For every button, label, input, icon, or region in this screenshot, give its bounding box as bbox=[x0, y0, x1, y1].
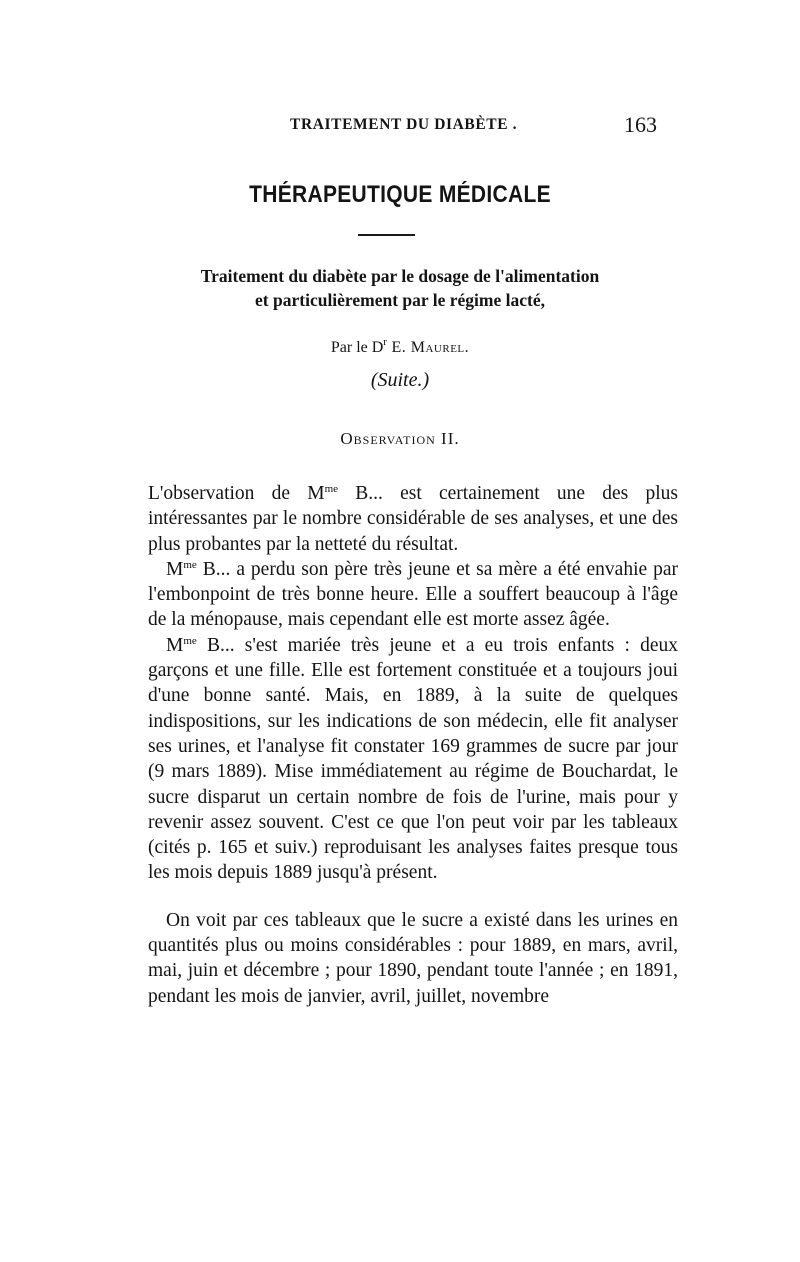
section-title: THÉRAPEUTIQUE MÉDICALE bbox=[249, 181, 551, 208]
running-head: TRAITEMENT DU DIABÈTE . bbox=[290, 116, 518, 133]
paragraph-2 bbox=[148, 557, 678, 633]
article-title-line-2: et particulièrement par le régime lacté, bbox=[255, 290, 545, 310]
paragraph-1-superscript: me bbox=[324, 483, 339, 495]
paragraph-3-superscript: me bbox=[183, 634, 197, 647]
paragraph-3-lead: M bbox=[166, 634, 184, 656]
paragraph-3 bbox=[148, 633, 678, 886]
article-title bbox=[0, 264, 800, 312]
paragraph-1 bbox=[148, 481, 678, 557]
paragraph-2-superscript: me bbox=[183, 558, 197, 571]
paragraph-2-lead: M bbox=[166, 558, 184, 580]
paragraph-4 bbox=[148, 908, 678, 1009]
paragraph-1-lead: L'observation de M bbox=[148, 483, 325, 504]
continuation-note: (Suite.) bbox=[370, 369, 430, 391]
byline bbox=[0, 336, 800, 357]
paragraph-3-text: B... s'est mariée très jeune et a eu trois enfants : deux garçons et une fille. Elle est fortement constituée et a toujours joui d'une bonne santé. Mais, en 1889, à la suite de quelques indispositions, sur les indications de son médecin, elle fit analyser ses urines, et l'analyse fit constater 169 grammes de sucre par jour (9 mars 1889). Mise immédiatement au régime de Bouchardat, le sucre disparut un certain nombre de fois de l'urine, mais pour y revenir assez souvent. C'est ce que l'on peut voir par les tableaux (cités p. 165 et suiv.) reproduisant les analyses faites presque tous les mois depuis 1889 jusqu'à présent. bbox=[148, 634, 678, 884]
paragraph-1-text: B... est certainement une des plus intéressantes par le nombre considérable de ses analyses, et une des plus probantes par la netteté du résultat. bbox=[148, 483, 678, 555]
paragraph-4-text: On voit par ces tableaux que le sucre a existé dans les urines en quantités plus ou moins considérables : pour 1889, en mars, avril, mai, juin et décembre ; pour 1890, pendant toute l'année ; en 1891, pendant les mois de janvier, avril, juillet, novembre bbox=[148, 909, 678, 1007]
title-divider bbox=[358, 234, 415, 236]
byline-superscript: r bbox=[383, 336, 387, 348]
byline-prefix: Par le D bbox=[330, 339, 384, 356]
paragraph-2-text: B... a perdu son père très jeune et sa mère a été envahie par l'embonpoint de très bonne heure. Elle a souffert beaucoup à l'âge de la ménopause, mais cependant elle est morte assez âgée. bbox=[148, 558, 678, 631]
page-number: 163 bbox=[624, 112, 657, 137]
observation-heading: Observation II. bbox=[340, 429, 460, 448]
byline-author: E. Maurel. bbox=[386, 339, 470, 356]
article-title-line-1: Traitement du diabète par le dosage de l'alimentation bbox=[200, 266, 600, 286]
body-text bbox=[148, 481, 678, 1009]
